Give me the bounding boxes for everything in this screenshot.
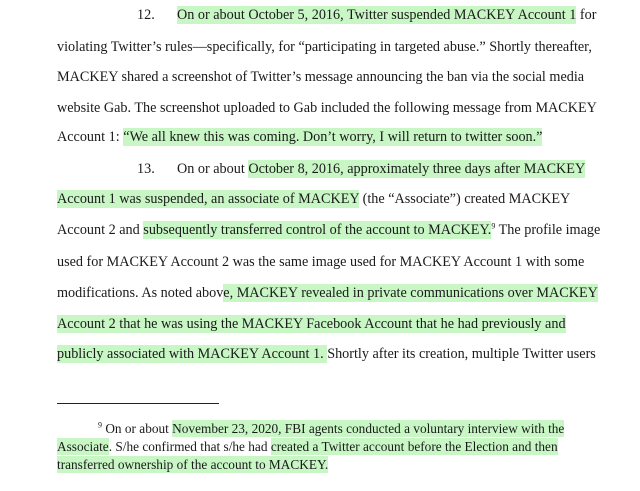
para12-line2: violating Twitter’s rules—specifically, for “participating in targeted abuse.” Shortly thereafter, — [57, 39, 592, 55]
highlight: subsequently transferred control of the account to MACKEY. — [143, 222, 492, 238]
para13-line6 — [57, 315, 566, 333]
para13-number: 13. — [137, 161, 155, 177]
footnote-marker[interactable]: 9 — [491, 221, 496, 231]
highlight: November 23, 2020, FBI agents conducted a voluntary interview with the — [172, 421, 565, 436]
text-span: On or about — [177, 161, 249, 177]
para12-line1 — [137, 6, 596, 24]
para13-line7 — [57, 345, 596, 363]
text-span: Account 2 and — [57, 222, 144, 238]
text-span: Account 1: — [57, 129, 124, 145]
para13-line2 — [57, 190, 570, 208]
highlight: transferred ownership of the account to MACKEY. — [57, 457, 329, 472]
text-span: Shortly after its creation, multiple Twitter users — [327, 346, 596, 362]
text-span: for — [576, 7, 597, 23]
text-span: . S/he confirmed that s/he had — [108, 439, 271, 454]
para13-line1 — [137, 160, 585, 178]
text-span: modifications. As noted abov — [57, 285, 224, 301]
footnote-number: 9 — [98, 420, 102, 430]
highlight: created a Twitter account before the Election and then — [270, 439, 558, 454]
highlight: Account 2 that he was using the MACKEY Facebook Account that he had previously and — [57, 316, 566, 332]
para12-line3: MACKEY shared a screenshot of Twitter’s message announcing the ban via the social media — [57, 69, 585, 85]
footnote9-line2 — [57, 439, 558, 455]
para13-line5 — [57, 284, 598, 302]
para12-number: 12. — [137, 7, 155, 23]
highlight: e, MACKEY revealed in private communications over MACKEY — [223, 285, 598, 301]
text-span: The profile image — [495, 222, 601, 238]
footnote9-line1 — [98, 421, 564, 437]
footnote9-line3 — [57, 457, 328, 473]
para12-line4: website Gab. The screenshot uploaded to Gab included the following message from MACKEY — [57, 100, 597, 116]
highlight: Associate — [57, 439, 109, 454]
text-span: (the “Associate”) created MACKEY — [359, 191, 571, 207]
para12-line5 — [57, 128, 542, 146]
text-span: On or about — [102, 421, 173, 436]
footnote-separator — [57, 403, 219, 404]
para13-line3 — [57, 221, 600, 239]
highlight: publicly associated with MACKEY Account 1. — [57, 346, 328, 362]
highlight: On or about October 5, 2016, Twitter suspended MACKEY Account 1 — [177, 7, 577, 23]
highlight: October 8, 2016, approximately three days after MACKEY — [248, 161, 586, 177]
highlight: Account 1 was suspended, an associate of MACKEY — [57, 191, 360, 207]
para13-line4: used for MACKEY Account 2 was the same image used for MACKEY Account 1 with some — [57, 254, 585, 270]
highlight: “We all knew this was coming. Don’t worry, I will return to twitter soon.” — [123, 129, 543, 145]
